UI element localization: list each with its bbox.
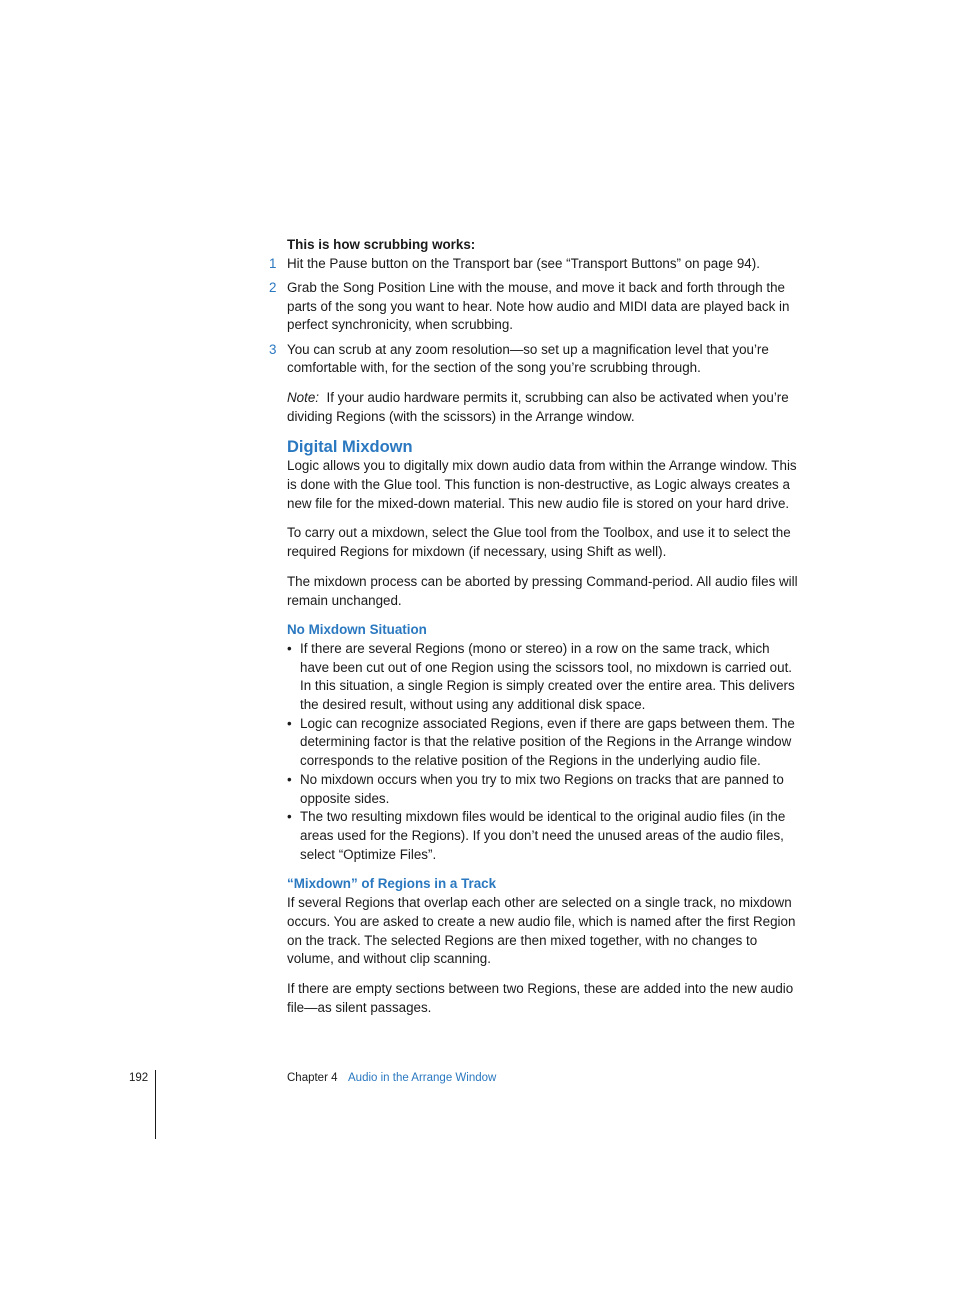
step-text: You can scrub at any zoom resolution—so set up a magnification level that you’re comfortable with, for the section of the song you’re scrubbing through. xyxy=(287,341,769,376)
section-paragraph: Logic allows you to digitally mix down audio data from within the Arrange window. This is done with the Glue tool. This function is non-destructive, as Logic always creates a new file for the mixed-down material. This new audio file is stored on your hard drive. xyxy=(287,458,797,511)
list-item xyxy=(287,640,799,715)
list-item xyxy=(287,715,799,771)
list-item-text: If there are several Regions (mono or stereo) in a row on the same track, which have been cut out of one Region using the scissors tool, no mixdown is carried out. In this situation, a single Region is simply created over the entire area. This delivers the desired result, without using any additional disk space. xyxy=(300,640,795,713)
subsection-title: “Mixdown” of Regions in a Track xyxy=(287,876,497,892)
subsection-paragraph: If several Regions that overlap each other are selected on a single track, no mixdown occurs. You are asked to create a new audio file, which is named after the first Region on the track. The selected Regions are then mixed together, with no changes to volume, and without clip scanning. xyxy=(287,895,796,967)
note-text: If your audio hardware permits it, scrubbing can also be activated when you’re dividing Regions (with the scissors) in the Arrange window. xyxy=(287,389,789,424)
note-paragraph xyxy=(287,389,799,426)
list-item xyxy=(287,771,799,808)
page-number: 192 xyxy=(129,1072,149,1084)
section-paragraph: To carry out a mixdown, select the Glue tool from the Toolbox, and use it to select the required Regions for mixdown (if necessary, using Shift as well). xyxy=(287,525,791,560)
footer-divider xyxy=(155,1070,156,1139)
step-text: Hit the Pause button on the Transport bar (see “Transport Buttons” on page 94). xyxy=(287,255,760,271)
step-item xyxy=(269,255,799,274)
chapter-label: Chapter 4 xyxy=(287,1072,338,1084)
list-item-text: The two resulting mixdown files would be identical to the original audio files (in the areas used for the Regions). If you don’t need the unused areas of the audio files, select “Optimize Files”. xyxy=(300,809,786,862)
list-item-text: Logic can recognize associated Regions, even if there are gaps between them. The determining factor is that the relative position of the Regions in the Arrange window corresponds to the relative position of the Regions in the underlying audio file. xyxy=(300,715,795,769)
step-text: Grab the Song Position Line with the mouse, and move it back and forth through the parts of the song you want to hear. Note how audio and MIDI data are played back in perfect synchronicity, when scrubbing. xyxy=(287,279,790,333)
bullet-marker: • xyxy=(287,715,292,731)
bullet-marker: • xyxy=(287,771,292,787)
list-item xyxy=(287,808,799,864)
section-paragraph: The mixdown process can be aborted by pressing Command-period. All audio files will remain unchanged. xyxy=(287,573,798,608)
scrubbing-steps xyxy=(269,255,799,378)
bullet-list xyxy=(287,640,799,864)
step-number: 3 xyxy=(269,341,277,357)
bullet-marker: • xyxy=(287,809,292,825)
bullet-marker: • xyxy=(287,640,292,656)
step-item xyxy=(269,341,799,378)
subsection-title: No Mixdown Situation xyxy=(287,622,427,638)
step-number: 2 xyxy=(269,279,277,295)
note-label: Note: xyxy=(287,389,320,405)
intro-heading: This is how scrubbing works: xyxy=(287,237,476,252)
section-title: Digital Mixdown xyxy=(287,438,413,457)
step-number: 1 xyxy=(269,255,277,271)
chapter-title: Audio in the Arrange Window xyxy=(348,1072,497,1084)
list-item-text: No mixdown occurs when you try to mix two Regions on tracks that are panned to opposite sides. xyxy=(300,771,784,806)
main-content xyxy=(269,236,799,1028)
step-item xyxy=(269,279,799,335)
subsection-paragraph: If there are empty sections between two Regions, these are added into the new audio file—as silent passages. xyxy=(287,980,794,1015)
